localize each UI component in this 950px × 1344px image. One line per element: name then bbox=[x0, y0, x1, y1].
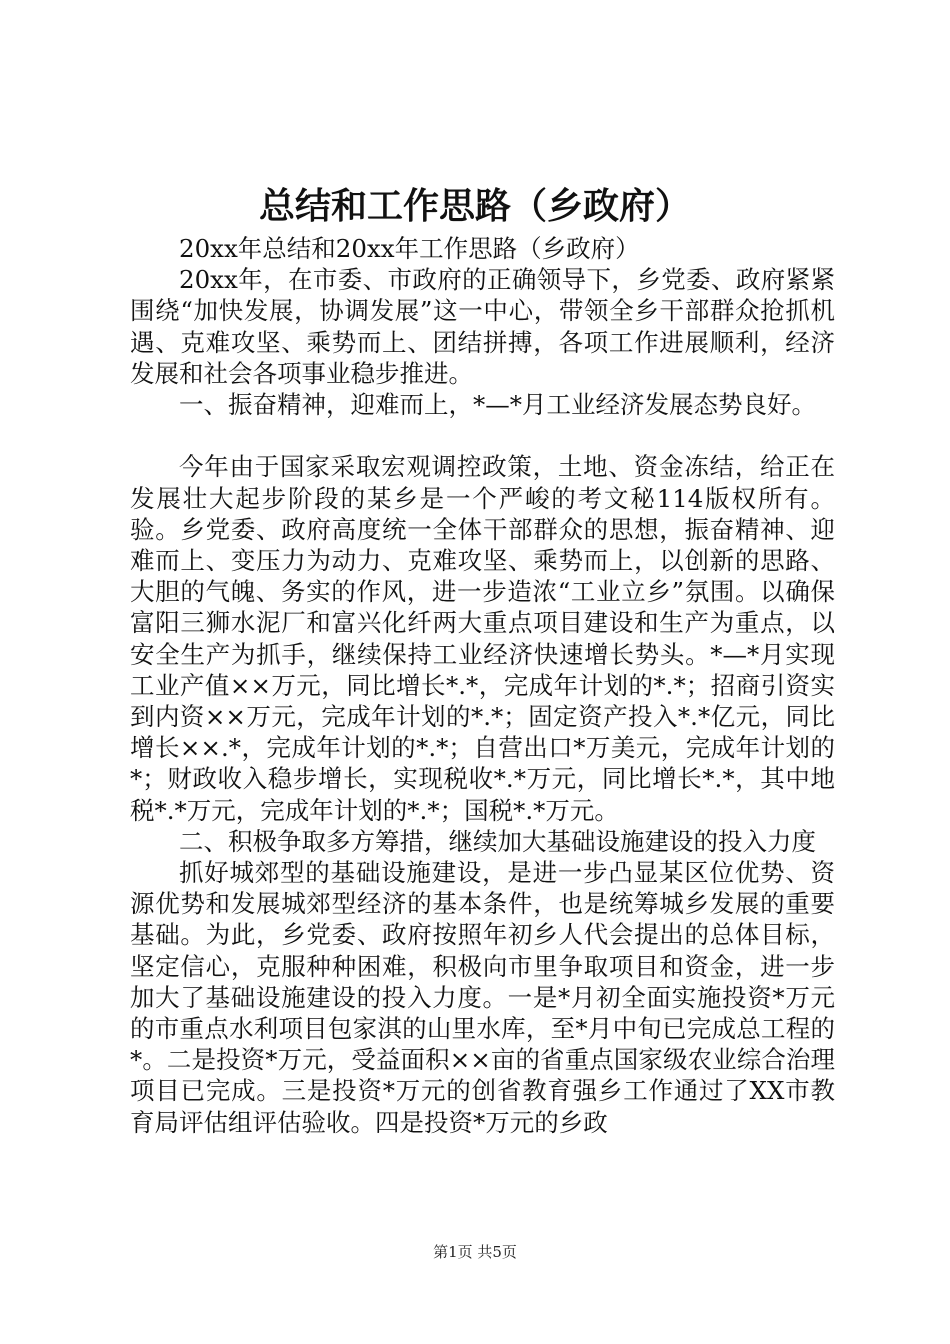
page-number-footer: 第1页 共5页 bbox=[433, 1243, 517, 1261]
section-1-paragraph: 今年由于国家采取宏观调控政策，土地、资金冻结，给正在发展壮大起步阶段的某乡是一个严峻的考文秘114版权所有。验。乡党委、政府高度统一全体干部群众的思想，振奋精神、迎难而上、变压力为动力、克难攻坚、乘势而上，以创新的思路、大胆的气魄、务实的作风，进一步造浓“工业立乡”氛围。以确保富阳三狮水泥厂和富兴化纤两大重点项目建设和生产为重点，以安全生产为抓手，继续保持工业经济快速增长势头。*—*月实现工业产值××万元，同比增长*.*，完成年计划的*.*；招商引资实到内资××万元，完成年计划的*.*；固定资产投入*.*亿元，同比增长××.*，完成年计划的*.*；自营出口*万美元，完成年计划的*；财政收入稳步增长，实现税收*.*万元，同比增长*.*，其中地税*.*万元，完成年计划的*.*；国税*.*万元。 bbox=[130, 452, 835, 825]
paragraph-gap bbox=[130, 420, 835, 451]
document-title: 总结和工作思路（乡政府） bbox=[258, 186, 691, 227]
section-heading-2: 二、积极争取多方筹措，继续加大基础设施建设的投入力度 bbox=[179, 826, 816, 856]
section-heading-1: 一、振奋精神，迎难而上，*—*月工业经济发展态势良好。 bbox=[179, 390, 816, 420]
intro-paragraph: 20xx年，在市委、市政府的正确领导下，乡党委、政府紧紧围绕“加快发展，协调发展”这一中心，带领全乡干部群众抢抓机遇、克难攻坚、乘势而上、团结拼搏，各项工作进展顺利，经济发展和社会各项事业稳步推进。 bbox=[130, 265, 835, 388]
subtitle-paragraph: 20xx年总结和20xx年工作思路（乡政府） bbox=[179, 234, 640, 263]
section-2-paragraph: 抓好城郊型的基础设施建设，是进一步凸显某区位优势、资源优势和发展城郊型经济的基本条件，也是统筹城乡发展的重要基础。为此，乡党委、政府按照年初乡人代会提出的总体目标，坚定信心，克服种种困难，积极向市里争取项目和资金，进一步加大了基础设施建设的投入力度。一是*月初全面实施投资*万元的市重点水利项目包家淇的山里水库，至*月中旬已完成总工程的*。二是投资*万元，受益面积××亩的省重点国家级农业综合治理项目已完成。三是投资*万元的创省教育强乡工作通过了XX市教育局评估组评估验收。四是投资*万元的乡政 bbox=[130, 858, 835, 1137]
document-body bbox=[130, 233, 835, 1138]
